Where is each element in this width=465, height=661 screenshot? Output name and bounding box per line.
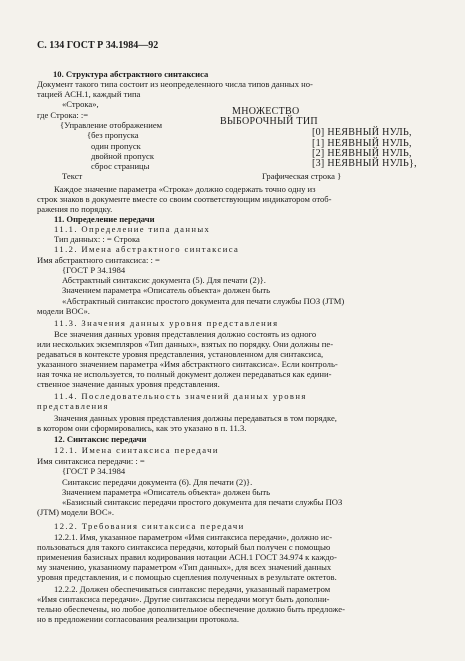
s113-paragraph-line: указанного значением параметра «Имя абстрактного синтаксиса». Если контроль- (37, 359, 338, 369)
s1222-paragraph-line: 12.2.2. Должен обеспечиваться синтаксис передачи, указанный параметром (54, 584, 331, 594)
s1222-paragraph-line: но в предложении согласования реализации протокола. (37, 614, 239, 624)
subsection-11-2-title: 11.2. Имена абстрактного синтаксиса (54, 244, 240, 254)
s10-text-left: Текст (62, 171, 83, 181)
choice-item-name: {без пропуска (87, 130, 139, 140)
s113-paragraph-line: ная точка не используется, то полный документ должен передаваться как едини- (37, 369, 332, 379)
section-12-title: 12. Синтаксис передачи (54, 434, 147, 444)
subsection-11-4-title: 11.4. Последовательность значений данных уровня (54, 391, 307, 401)
s10-line-1: Документ такого типа состоит из неопределенного числа типов данных но- (37, 79, 313, 89)
s121-line-3: Синтаксис передачи документа (6). Для печати (2)}. (62, 477, 253, 487)
s113-paragraph-line: Все значения данных уровня представления должно состоять из одного (54, 329, 317, 339)
s10-paragraph-line: строк знаков в документе вместе со своим соответствующим индикатором отоб- (37, 194, 332, 204)
s112-line-1: Имя абстрактного синтаксиса: : = (37, 255, 160, 265)
s1221-paragraph-line: уровня представления, и с помощью сцепления полученных в результате октетов. (37, 572, 337, 582)
subsection-11-3-title: 11.3. Значения данных уровня представления (54, 318, 279, 328)
s121-line-2: {ГОСТ Р 34.1984 (62, 466, 126, 476)
s1221-paragraph-line: пользоваться для такого синтаксиса передачи, который был получен с помощью (37, 542, 331, 552)
section-11-title: 11. Определение передачи (54, 214, 155, 224)
s113-paragraph-line: редаваться в контексте уровня представления, установленном для синтаксиса, (37, 349, 324, 359)
s1221-paragraph-line: 12.2.1. Имя, указанное параметром «Имя синтаксиса передачи», должно ис- (54, 532, 333, 542)
subsection-11-1-title: 11.1. Определение типа данных (54, 224, 211, 234)
s1221-paragraph-line: применения базисных правил кодирования нотации АСН.1 ГОСТ 34.974 к каждо- (37, 552, 337, 562)
s112-line-6: модели ВОС». (37, 306, 90, 316)
s10-paragraph-line: ражения по порядку. (37, 204, 113, 214)
s112-line-5: «Абстрактный синтаксис простого документа для печати службы ПОЗ (JTM) (62, 296, 345, 306)
s10-text-right: Графическая строка } (262, 171, 342, 181)
s121-line-1: Имя синтаксиса передачи: : = (37, 456, 145, 466)
choice-item-value: [3] НЕЯВНЫЙ НУЛЬ}, (312, 158, 417, 169)
choice-item-value: [2] НЕЯВНЫЙ НУЛЬ, (312, 148, 412, 159)
choice-item-name: сброс страницы (91, 161, 150, 171)
s1222-paragraph-line: тельно обеспечены, но любое дополнительное обеспечение должно быть предложе- (37, 604, 345, 614)
subsection-12-1-title: 12.1. Имена синтаксиса передачи (54, 445, 219, 455)
choice-item-value: [0] НЕЯВНЫЙ НУЛЬ, (312, 127, 412, 138)
s10-line-2: тацией АСН.1, каждый типа (37, 89, 141, 99)
s1221-paragraph-line: му значению, указанному параметром «Тип данных», для всех значений данных (37, 562, 332, 572)
s113-paragraph-line: ственное значение данных уровня представления. (37, 379, 220, 389)
s121-line-5: «Базисный синтаксис передачи простого документа для печати службы ПОЗ (62, 497, 343, 507)
s10-paragraph-line: Каждое значение параметра «Строка» должно содержать точно одну из (54, 184, 316, 194)
s1222-paragraph-line: «Имя синтаксиса передачи». Другие синтаксисы передачи могут быть дополни- (37, 594, 330, 604)
choice-item-name: один пропуск (91, 141, 141, 151)
section-10-title: 10. Структура абстрактного синтаксиса (53, 69, 209, 79)
s112-line-3: Абстрактный синтаксис документа (5). Для печати (2)}. (62, 275, 266, 285)
subsection-12-2-title: 12.2. Требования синтаксиса передачи (54, 521, 245, 531)
s10-line-4b: МНОЖЕСТВО (232, 106, 300, 117)
s10-line-5a: {Управление отображением (60, 120, 163, 130)
s10-line-4a: где Строка: := (37, 110, 89, 120)
choice-item-name: двойной пропуск (91, 151, 154, 161)
s113-paragraph-line: или нескольких экземпляров «Тип данных», взятых по порядку. Они должны пе- (37, 339, 334, 349)
page-header: С. 134 ГОСТ Р 34.1984—92 (37, 40, 159, 51)
s114-paragraph-line: в котором они сформировались, как это указано в п. 11.3. (37, 423, 247, 433)
s121-line-4: Значением параметра «Описатель объекта» должен быть (62, 487, 271, 497)
s10-line-3: «Строка», (62, 99, 99, 109)
s112-line-2: {ГОСТ Р 34.1984 (62, 265, 126, 275)
subsection-11-4-title-cont: представления (37, 401, 109, 411)
s112-line-4: Значением параметра «Описатель объекта» должен быть (62, 285, 271, 295)
s10-line-5b: ВЫБОРОЧНЫЙ ТИП (220, 116, 318, 127)
s121-line-6: (JTM) модели ВОС». (37, 507, 115, 517)
s114-paragraph-line: Значения данных уровня представления должны передаваться в том порядке, (54, 413, 337, 423)
s111-line: Тип данных: : = Строка (54, 234, 140, 244)
choice-item-value: [1] НЕЯВНЫЙ НУЛЬ, (312, 138, 412, 149)
